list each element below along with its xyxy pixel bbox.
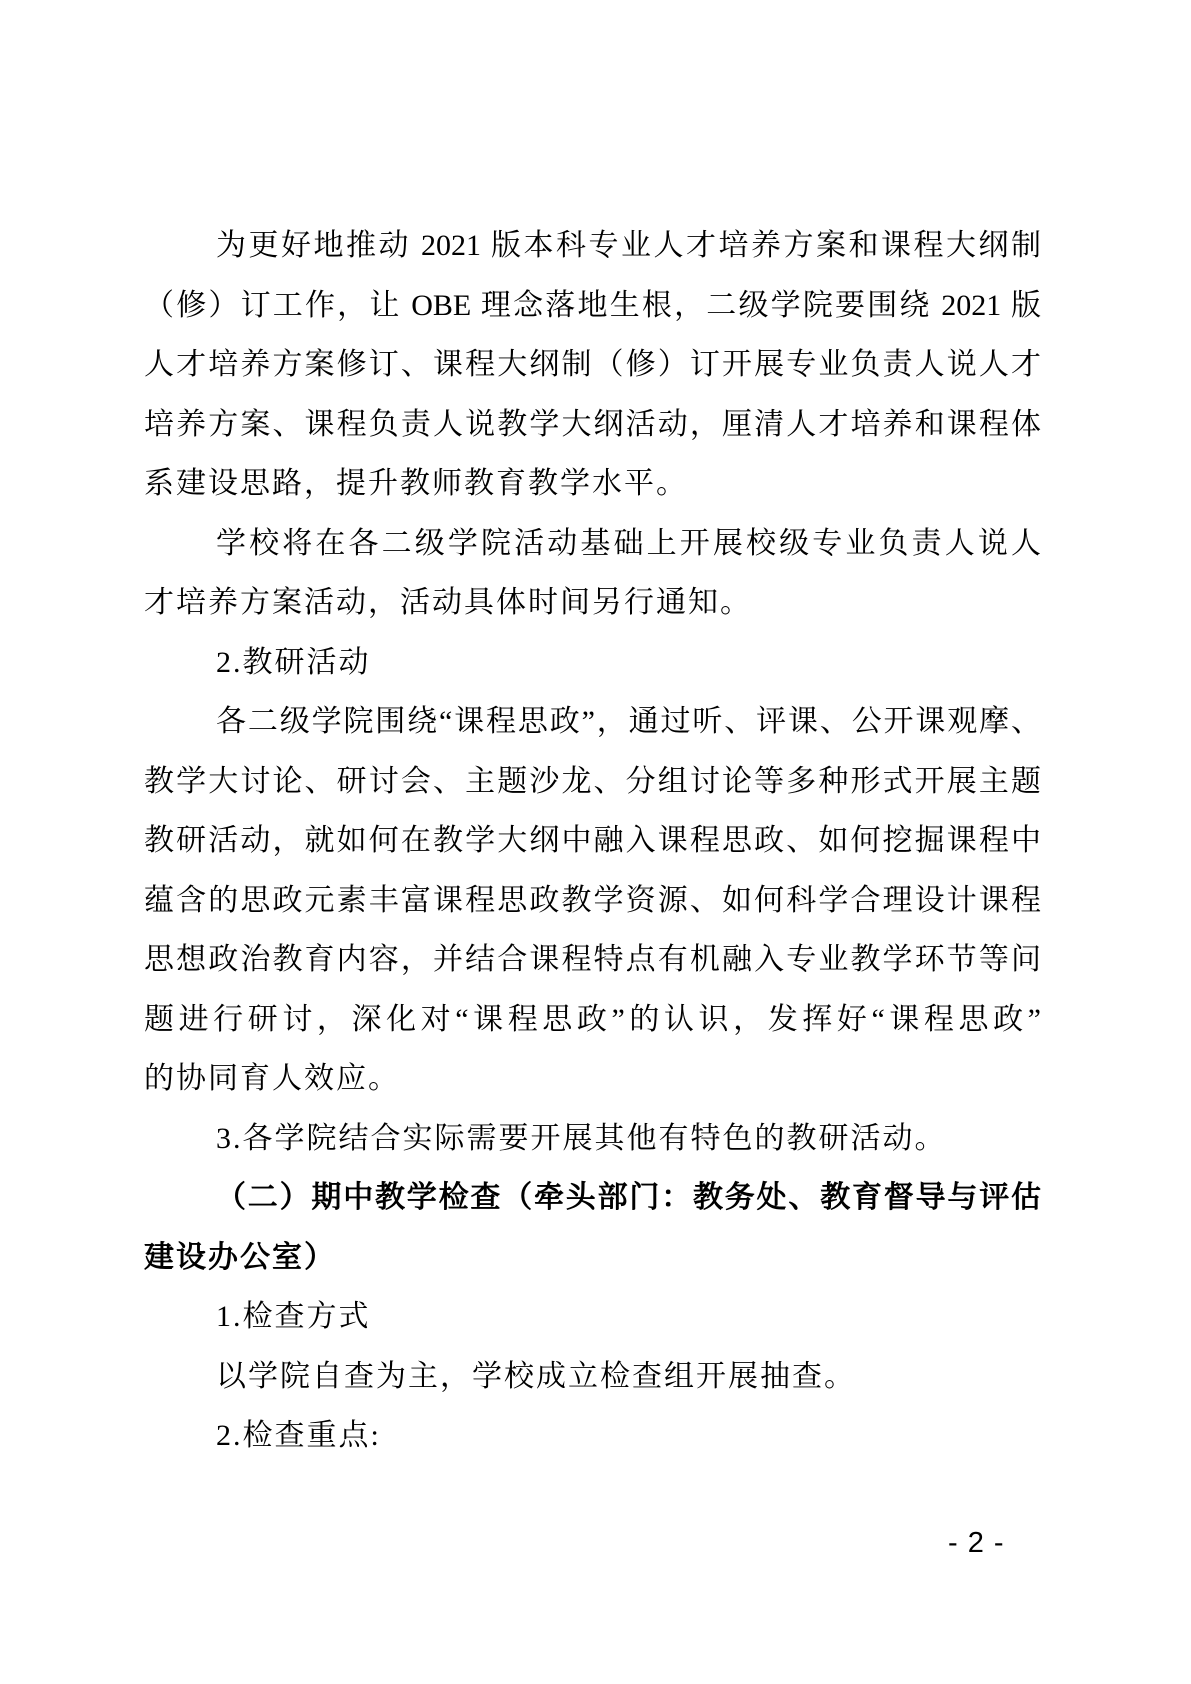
document-body [144, 216, 1041, 1466]
text-line: 各二级学院围绕“课程思政”，通过听、评课、公开课观摩、 [216, 705, 1041, 738]
text-line: 才培养方案活动，活动具体时间另行通知。 [144, 586, 752, 619]
list-item-heading: 3.各学院结合实际需要开展其他有特色的教研活动。 [216, 1121, 947, 1155]
list-item-heading: 2.检查重点: [216, 1419, 381, 1452]
section-heading-line: （二）期中教学检查（牵头部门：教务处、教育督导与评估 [216, 1181, 1041, 1214]
text-line: 系建设思路，提升教师教育教学水平。 [144, 467, 688, 500]
text-line: 思想政治教育内容，并结合课程特点有机融入专业教学环节等问 [144, 943, 1041, 976]
text-line: 题进行研讨，深化对“课程思政”的认识，发挥好“课程思政” [144, 1002, 1041, 1036]
list-item-heading: 2.教研活动 [216, 645, 371, 679]
text-line: 培养方案、课程负责人说教学大纲活动，厘清人才培养和课程体 [144, 407, 1041, 441]
text-line: 的协同育人效应。 [144, 1062, 400, 1095]
text-line: 教研活动，就如何在教学大纲中融入课程思政、如何挖掘课程中 [144, 824, 1041, 857]
page-number: - 2 - [948, 1527, 1005, 1559]
text-line: 以学院自查为主，学校成立检查组开展抽查。 [216, 1359, 856, 1393]
text-line: （修）订工作，让 OBE 理念落地生根，二级学院要围绕 2021 版 [144, 288, 1041, 322]
section-heading-line: 建设办公室） [144, 1240, 336, 1274]
text-line: 教学大讨论、研讨会、主题沙龙、分组讨论等多种形式开展主题 [144, 764, 1041, 798]
list-item-heading: 1.检查方式 [216, 1300, 371, 1333]
text-line: 蕴含的思政元素丰富课程思政教学资源、如何科学合理设计课程 [144, 883, 1041, 917]
text-line: 人才培养方案修订、课程大纲制（修）订开展专业负责人说人才 [144, 348, 1041, 381]
text-line: 为更好地推动 2021 版本科专业人才培养方案和课程大纲制 [216, 229, 1041, 262]
text-line: 学校将在各二级学院活动基础上开展校级专业负责人说人 [216, 526, 1041, 560]
